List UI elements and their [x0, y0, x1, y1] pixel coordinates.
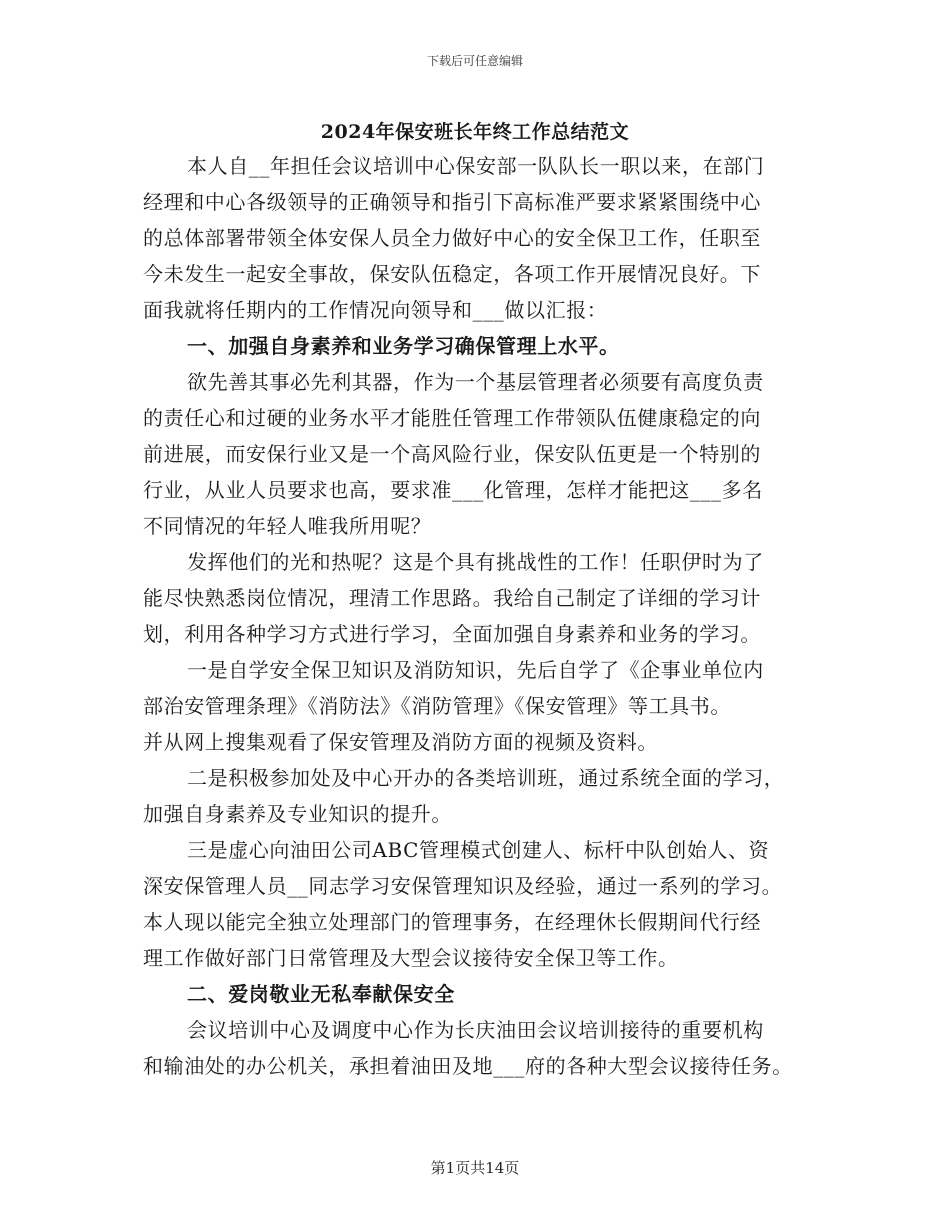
- body-text-line: 的责任心和过硬的业务水平才能胜任管理工作带领队伍健康稳定的向: [143, 406, 761, 430]
- body-text-line: 面我就将任期内的工作情况向领导和___做以汇报：: [143, 298, 608, 322]
- document-body: [143, 148, 827, 1084]
- body-text-line: 的总体部署带领全体安保人员全力做好中心的安全保卫工作，任职至: [143, 226, 761, 250]
- body-text-line: 能尽快熟悉岗位情况，理清工作思路。我给自己制定了详细的学习计: [143, 586, 761, 610]
- body-text-line: 划，利用各种学习方式进行学习，全面加强自身素养和业务的学习。: [143, 622, 761, 646]
- body-text-line: 并从网上搜集观看了保安管理及消防方面的视频及资料。: [143, 730, 658, 754]
- body-text-line: 一是自学安全保卫知识及消防知识，先后自学了《企事业单位内: [187, 658, 764, 682]
- document-title: 2024年保安班长年终工作总结范文: [320, 121, 630, 143]
- body-text-line: 加强自身素养及专业知识的提升。: [143, 802, 452, 826]
- body-text-line: 今未发生一起安全事故，保安队伍稳定，各项工作开展情况良好。下: [143, 262, 761, 286]
- body-text-line: 行业，从业人员要求也高，要求准___化管理，怎样才能把这___多名: [143, 478, 763, 502]
- body-text-line: 发挥他们的光和热呢？这是个具有挑战性的工作！任职伊时为了: [187, 550, 764, 574]
- body-text-line: 和输油处的办公机关，承担着油田及地___府的各种大型会议接待任务。: [143, 1054, 793, 1078]
- body-text-line: 部治安管理条理》《消防法》《消防管理》《保安管理》等工具书。: [143, 694, 731, 718]
- body-text-line: 前进展，而安保行业又是一个高风险行业，保安队伍更是一个特别的: [143, 442, 761, 466]
- body-text-line: 三是虚心向油田公司ABC管理模式创建人、标杆中队创始人、资: [187, 838, 770, 862]
- body-text-line: 本人现以能完全独立处理部门的管理事务，在经理休长假期间代行经: [143, 910, 761, 934]
- section-heading: 二、爱岗敬业无私奉献保安全: [187, 982, 455, 1006]
- body-text-line: 经理和中心各级领导的正确领导和指引下高标准严要求紧紧围绕中心: [143, 190, 761, 214]
- section-heading: 一、加强自身素养和业务学习确保管理上水平。: [187, 334, 620, 358]
- body-text-line: 欲先善其事必先利其器，作为一个基层管理者必须要有高度负责: [187, 370, 764, 394]
- page-header-note: 下载后可任意编辑: [426, 54, 523, 68]
- body-text-line: 不同情况的年轻人唯我所用呢？: [143, 514, 432, 538]
- page-number: 第1页共14页: [430, 1159, 520, 1177]
- body-text-line: 理工作做好部门日常管理及大型会议接待安全保卫等工作。: [143, 946, 679, 970]
- body-text-line: 会议培训中心及调度中心作为长庆油田会议培训接待的重要机构: [187, 1018, 764, 1042]
- body-text-line: 二是积极参加处及中心开办的各类培训班，通过系统全面的学习，: [187, 766, 785, 790]
- body-text-line: 本人自__年担任会议培训中心保安部一队队长一职以来，在部门: [187, 154, 765, 178]
- body-text-line: 深安保管理人员__同志学习安保管理知识及经验，通过一系列的学习。: [143, 874, 783, 898]
